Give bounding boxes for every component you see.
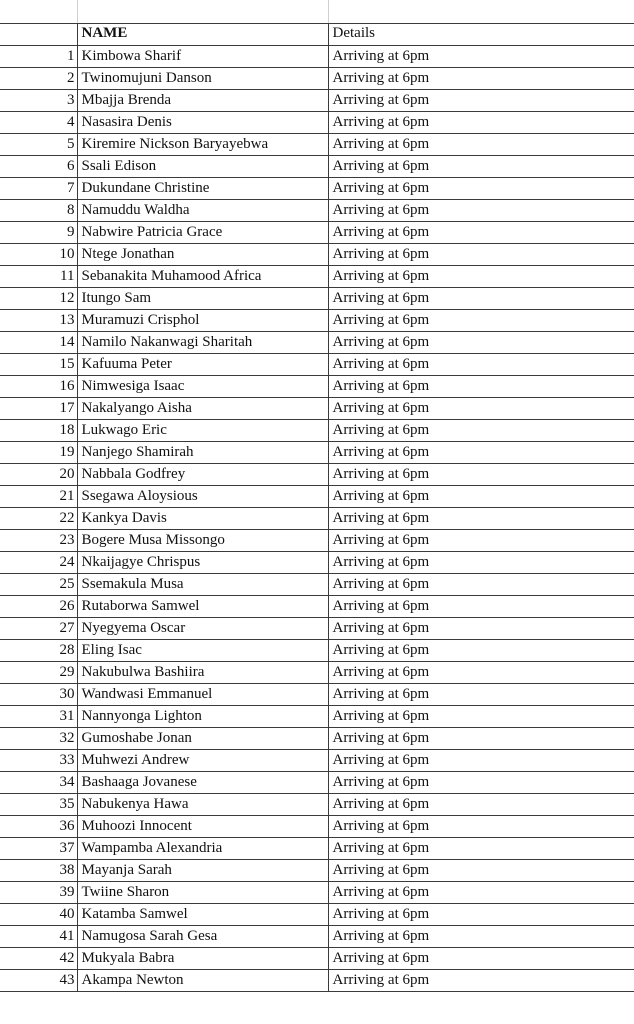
row-number-cell[interactable]: 40 — [0, 903, 77, 925]
table-row — [0, 903, 634, 925]
details-cell[interactable]: Arriving at 6pm — [328, 177, 634, 199]
row-number-cell[interactable]: 37 — [0, 837, 77, 859]
details-cell[interactable]: Arriving at 6pm — [328, 331, 634, 353]
name-cell[interactable]: Nanjego Shamirah — [77, 441, 328, 463]
row-number-cell[interactable]: 8 — [0, 199, 77, 221]
details-cell[interactable]: Arriving at 6pm — [328, 397, 634, 419]
row-number-cell[interactable]: 31 — [0, 705, 77, 727]
name-cell[interactable]: Nakalyango Aisha — [77, 397, 328, 419]
details-cell[interactable]: Arriving at 6pm — [328, 243, 634, 265]
row-number-cell[interactable]: 1 — [0, 45, 77, 67]
table-row — [0, 661, 634, 683]
table-row — [0, 441, 634, 463]
row-number-cell[interactable]: 42 — [0, 947, 77, 969]
name-cell[interactable]: Ntege Jonathan — [77, 243, 328, 265]
row-number-cell[interactable]: 4 — [0, 111, 77, 133]
details-cell[interactable]: Arriving at 6pm — [328, 133, 634, 155]
details-cell[interactable]: Arriving at 6pm — [328, 617, 634, 639]
table-row — [0, 419, 634, 441]
details-cell[interactable]: Arriving at 6pm — [328, 705, 634, 727]
row-number-cell[interactable]: 23 — [0, 529, 77, 551]
details-cell[interactable]: Arriving at 6pm — [328, 793, 634, 815]
name-cell[interactable]: Katamba Samwel — [77, 903, 328, 925]
name-cell[interactable]: Lukwago Eric — [77, 419, 328, 441]
name-cell[interactable]: Dukundane Christine — [77, 177, 328, 199]
details-cell[interactable]: Arriving at 6pm — [328, 265, 634, 287]
details-cell[interactable]: Arriving at 6pm — [328, 463, 634, 485]
row-number-cell[interactable]: 18 — [0, 419, 77, 441]
header-details-cell[interactable]: Details — [328, 23, 634, 45]
grid-line — [328, 0, 329, 24]
table-row — [0, 507, 634, 529]
details-cell[interactable]: Arriving at 6pm — [328, 903, 634, 925]
details-cell[interactable]: Arriving at 6pm — [328, 485, 634, 507]
details-cell[interactable]: Arriving at 6pm — [328, 375, 634, 397]
row-number-cell[interactable]: 43 — [0, 969, 77, 991]
name-cell[interactable]: Ssemakula Musa — [77, 573, 328, 595]
name-cell[interactable]: Nabwire Patricia Grace — [77, 221, 328, 243]
name-cell[interactable]: Nkaijagye Chrispus — [77, 551, 328, 573]
table-row — [0, 111, 634, 133]
grid-line — [77, 0, 78, 24]
table-row — [0, 89, 634, 111]
table-row — [0, 573, 634, 595]
row-number-cell[interactable]: 22 — [0, 507, 77, 529]
table-row — [0, 969, 634, 991]
details-cell[interactable]: Arriving at 6pm — [328, 507, 634, 529]
table-row — [0, 309, 634, 331]
details-cell[interactable]: Arriving at 6pm — [328, 529, 634, 551]
row-number-cell[interactable]: 39 — [0, 881, 77, 903]
name-cell[interactable]: Twiine Sharon — [77, 881, 328, 903]
name-cell[interactable]: Nabukenya Hawa — [77, 793, 328, 815]
name-cell[interactable]: Bogere Musa Missongo — [77, 529, 328, 551]
row-number-cell[interactable]: 34 — [0, 771, 77, 793]
table-row — [0, 683, 634, 705]
name-cell[interactable]: Sebanakita Muhamood Africa — [77, 265, 328, 287]
details-cell[interactable]: Arriving at 6pm — [328, 881, 634, 903]
table-row — [0, 617, 634, 639]
name-cell[interactable]: Rutaborwa Samwel — [77, 595, 328, 617]
table-row — [0, 265, 634, 287]
name-cell[interactable]: Bashaaga Jovanese — [77, 771, 328, 793]
details-cell[interactable]: Arriving at 6pm — [328, 155, 634, 177]
table-row — [0, 881, 634, 903]
name-cell[interactable]: Akampa Newton — [77, 969, 328, 991]
details-cell[interactable]: Arriving at 6pm — [328, 815, 634, 837]
name-cell[interactable]: Kiremire Nickson Baryayebwa — [77, 133, 328, 155]
row-number-cell[interactable]: 24 — [0, 551, 77, 573]
details-cell[interactable]: Arriving at 6pm — [328, 551, 634, 573]
name-cell[interactable]: Mbajja Brenda — [77, 89, 328, 111]
details-cell[interactable]: Arriving at 6pm — [328, 199, 634, 221]
details-cell[interactable]: Arriving at 6pm — [328, 969, 634, 991]
row-number-cell[interactable]: 9 — [0, 221, 77, 243]
table-row — [0, 925, 634, 947]
name-cell[interactable]: Mukyala Babra — [77, 947, 328, 969]
name-cell[interactable]: Wandwasi Emmanuel — [77, 683, 328, 705]
details-cell[interactable]: Arriving at 6pm — [328, 441, 634, 463]
row-number-cell[interactable]: 33 — [0, 749, 77, 771]
name-cell[interactable]: Nannyonga Lighton — [77, 705, 328, 727]
table-row — [0, 287, 634, 309]
table-row — [0, 815, 634, 837]
table-row — [0, 397, 634, 419]
row-number-cell[interactable]: 26 — [0, 595, 77, 617]
table-row — [0, 595, 634, 617]
table-row — [0, 705, 634, 727]
name-cell[interactable]: Wampamba Alexandria — [77, 837, 328, 859]
name-cell[interactable]: Muramuzi Crisphol — [77, 309, 328, 331]
row-number-cell[interactable]: 12 — [0, 287, 77, 309]
table-row — [0, 353, 634, 375]
details-cell[interactable]: Arriving at 6pm — [328, 727, 634, 749]
attendee-table-body — [0, 23, 634, 991]
details-cell[interactable]: Arriving at 6pm — [328, 573, 634, 595]
table-row — [0, 837, 634, 859]
row-number-cell[interactable]: 7 — [0, 177, 77, 199]
name-cell[interactable]: Twinomujuni Danson — [77, 67, 328, 89]
attendee-table — [0, 23, 634, 992]
details-cell[interactable]: Arriving at 6pm — [328, 45, 634, 67]
details-cell[interactable]: Arriving at 6pm — [328, 221, 634, 243]
name-cell[interactable]: Ssegawa Aloysious — [77, 485, 328, 507]
details-cell[interactable]: Arriving at 6pm — [328, 89, 634, 111]
header-row — [0, 23, 634, 45]
name-cell[interactable]: Mayanja Sarah — [77, 859, 328, 881]
row-number-cell[interactable]: 30 — [0, 683, 77, 705]
details-cell[interactable]: Arriving at 6pm — [328, 771, 634, 793]
row-number-cell[interactable]: 35 — [0, 793, 77, 815]
name-cell[interactable]: Kimbowa Sharif — [77, 45, 328, 67]
details-cell[interactable]: Arriving at 6pm — [328, 111, 634, 133]
name-cell[interactable]: Ssali Edison — [77, 155, 328, 177]
row-number-cell[interactable]: 36 — [0, 815, 77, 837]
row-number-cell[interactable]: 15 — [0, 353, 77, 375]
details-cell[interactable]: Arriving at 6pm — [328, 287, 634, 309]
table-row — [0, 199, 634, 221]
table-row — [0, 771, 634, 793]
details-cell[interactable]: Arriving at 6pm — [328, 661, 634, 683]
name-cell[interactable]: Muhwezi Andrew — [77, 749, 328, 771]
table-row — [0, 859, 634, 881]
row-number-cell[interactable]: 11 — [0, 265, 77, 287]
row-number-cell[interactable]: 13 — [0, 309, 77, 331]
table-row — [0, 947, 634, 969]
row-number-cell[interactable]: 21 — [0, 485, 77, 507]
name-cell[interactable]: Namilo Nakanwagi Sharitah — [77, 331, 328, 353]
table-row — [0, 727, 634, 749]
row-number-cell[interactable]: 2 — [0, 67, 77, 89]
details-cell[interactable]: Arriving at 6pm — [328, 353, 634, 375]
details-cell[interactable]: Arriving at 6pm — [328, 749, 634, 771]
row-number-cell[interactable]: 6 — [0, 155, 77, 177]
table-row — [0, 67, 634, 89]
row-number-cell[interactable]: 17 — [0, 397, 77, 419]
details-cell[interactable]: Arriving at 6pm — [328, 67, 634, 89]
row-number-cell[interactable]: 28 — [0, 639, 77, 661]
details-cell[interactable]: Arriving at 6pm — [328, 639, 634, 661]
row-number-cell[interactable]: 32 — [0, 727, 77, 749]
table-row — [0, 793, 634, 815]
table-row — [0, 243, 634, 265]
header-number-cell[interactable] — [0, 23, 77, 45]
details-cell[interactable]: Arriving at 6pm — [328, 309, 634, 331]
name-cell[interactable]: Gumoshabe Jonan — [77, 727, 328, 749]
table-row — [0, 155, 634, 177]
table-row — [0, 45, 634, 67]
row-number-cell[interactable]: 16 — [0, 375, 77, 397]
details-cell[interactable]: Arriving at 6pm — [328, 925, 634, 947]
row-number-cell[interactable]: 20 — [0, 463, 77, 485]
row-number-cell[interactable]: 5 — [0, 133, 77, 155]
table-row — [0, 133, 634, 155]
name-cell[interactable]: Nabbala Godfrey — [77, 463, 328, 485]
row-number-cell[interactable]: 19 — [0, 441, 77, 463]
row-number-cell[interactable]: 25 — [0, 573, 77, 595]
table-row — [0, 375, 634, 397]
row-number-cell[interactable]: 29 — [0, 661, 77, 683]
name-cell[interactable]: Eling Isac — [77, 639, 328, 661]
table-row — [0, 639, 634, 661]
table-row — [0, 463, 634, 485]
table-row — [0, 485, 634, 507]
table-row — [0, 529, 634, 551]
name-cell[interactable]: Kafuuma Peter — [77, 353, 328, 375]
details-cell[interactable]: Arriving at 6pm — [328, 419, 634, 441]
name-cell[interactable]: Muhoozi Innocent — [77, 815, 328, 837]
table-row — [0, 551, 634, 573]
name-cell[interactable]: Nyegyema Oscar — [77, 617, 328, 639]
name-cell[interactable]: Nakubulwa Bashiira — [77, 661, 328, 683]
details-cell[interactable]: Arriving at 6pm — [328, 837, 634, 859]
row-number-cell[interactable]: 27 — [0, 617, 77, 639]
name-cell[interactable]: Kankya Davis — [77, 507, 328, 529]
name-cell[interactable]: Nasasira Denis — [77, 111, 328, 133]
header-name-cell[interactable]: NAME — [77, 23, 328, 45]
row-number-cell[interactable]: 41 — [0, 925, 77, 947]
table-row — [0, 221, 634, 243]
details-cell[interactable]: Arriving at 6pm — [328, 947, 634, 969]
empty-top-row[interactable] — [0, 0, 634, 24]
row-number-cell[interactable]: 14 — [0, 331, 77, 353]
table-row — [0, 749, 634, 771]
row-number-cell[interactable]: 38 — [0, 859, 77, 881]
name-cell[interactable]: Namuddu Waldha — [77, 199, 328, 221]
name-cell[interactable]: Namugosa Sarah Gesa — [77, 925, 328, 947]
details-cell[interactable]: Arriving at 6pm — [328, 683, 634, 705]
table-row — [0, 177, 634, 199]
row-number-cell[interactable]: 10 — [0, 243, 77, 265]
name-cell[interactable]: Nimwesiga Isaac — [77, 375, 328, 397]
details-cell[interactable]: Arriving at 6pm — [328, 595, 634, 617]
table-row — [0, 331, 634, 353]
row-number-cell[interactable]: 3 — [0, 89, 77, 111]
name-cell[interactable]: Itungo Sam — [77, 287, 328, 309]
details-cell[interactable]: Arriving at 6pm — [328, 859, 634, 881]
